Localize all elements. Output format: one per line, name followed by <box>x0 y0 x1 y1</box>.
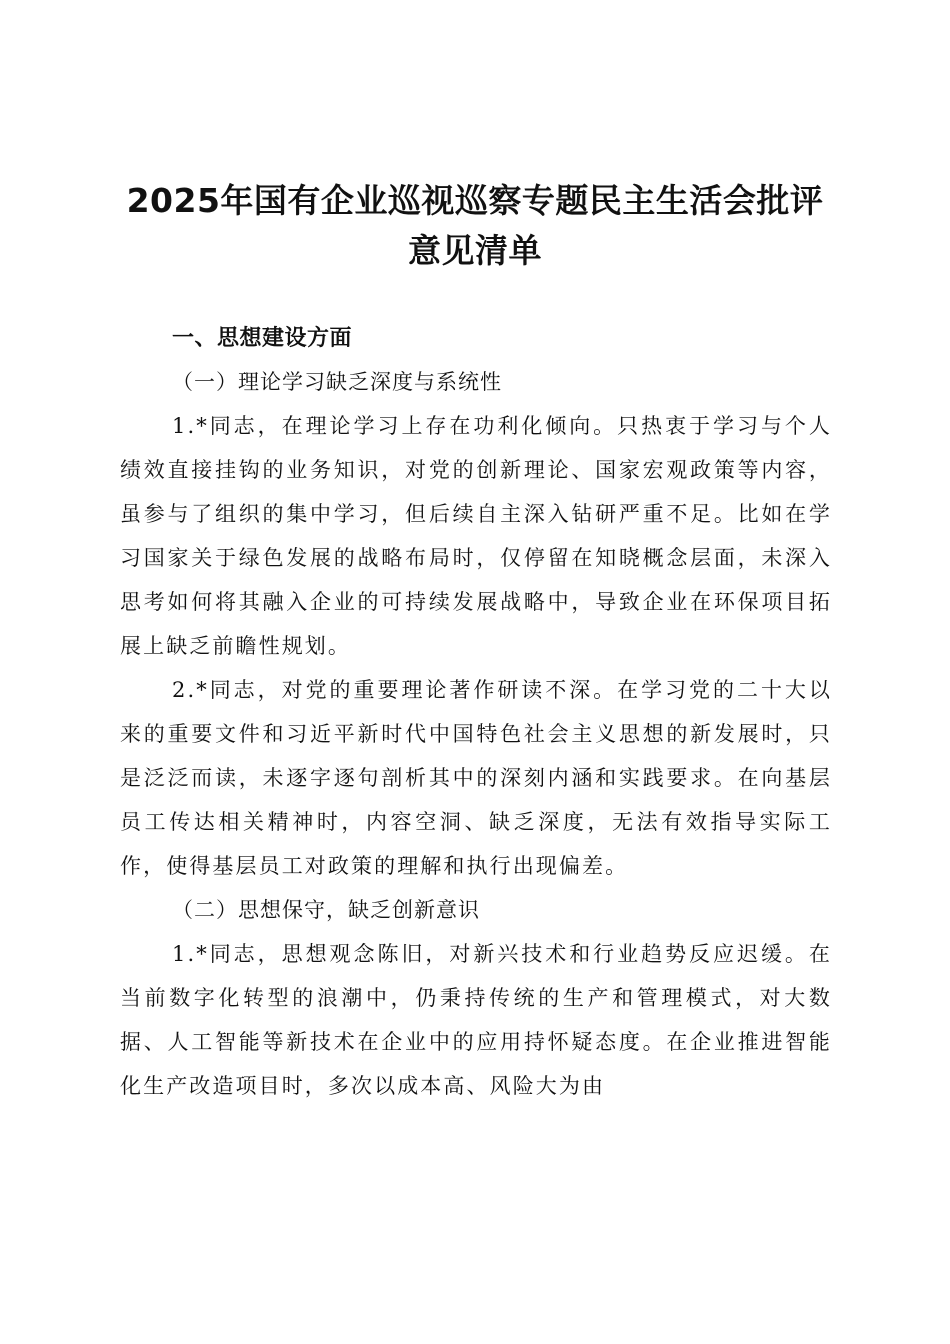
section-heading: 一、思想建设方面 <box>172 326 353 351</box>
document-title: 2025年国有企业巡视巡察专题民主生活会批评意见清单 <box>126 181 824 270</box>
subsection-heading: （二）思想保守，缺乏创新意识 <box>172 898 480 922</box>
document-body <box>120 318 832 1108</box>
paragraph: 1.*同志，在理论学习上存在功利化倾向。只热衷于学习与个人绩效直接挂钩的业务知识，对党的创新理论、国家宏观政策等内容，虽参与了组织的集中学习，但后续自主深入钻研严重不足。比如在学习国家关于绿色发展的战略布局时，仅停留在知晓概念层面，未深入思考如何将其融入企业的可持续发展战略中，导致企业在环保项目拓展上缺乏前瞻性规划。 <box>120 414 832 658</box>
paragraph: 2.*同志，对党的重要理论著作研读不深。在学习党的二十大以来的重要文件和习近平新时代中国特色社会主义思想的新发展时，只是泛泛而读，未逐字逐句剖析其中的深刻内涵和实践要求。在向基层员工传达相关精神时，内容空洞、缺乏深度，无法有效指导实际工作，使得基层员工对政策的理解和执行出现偏差。 <box>120 678 832 878</box>
subsection-heading: （一）理论学习缺乏深度与系统性 <box>172 370 502 394</box>
paragraph: 1.*同志，思想观念陈旧，对新兴技术和行业趋势反应迟缓。在当前数字化转型的浪潮中，仍秉持传统的生产和管理模式，对大数据、人工智能等新技术在企业中的应用持怀疑态度。在企业推进智能化生产改造项目时，多次以成本高、风险大为由 <box>120 942 832 1098</box>
